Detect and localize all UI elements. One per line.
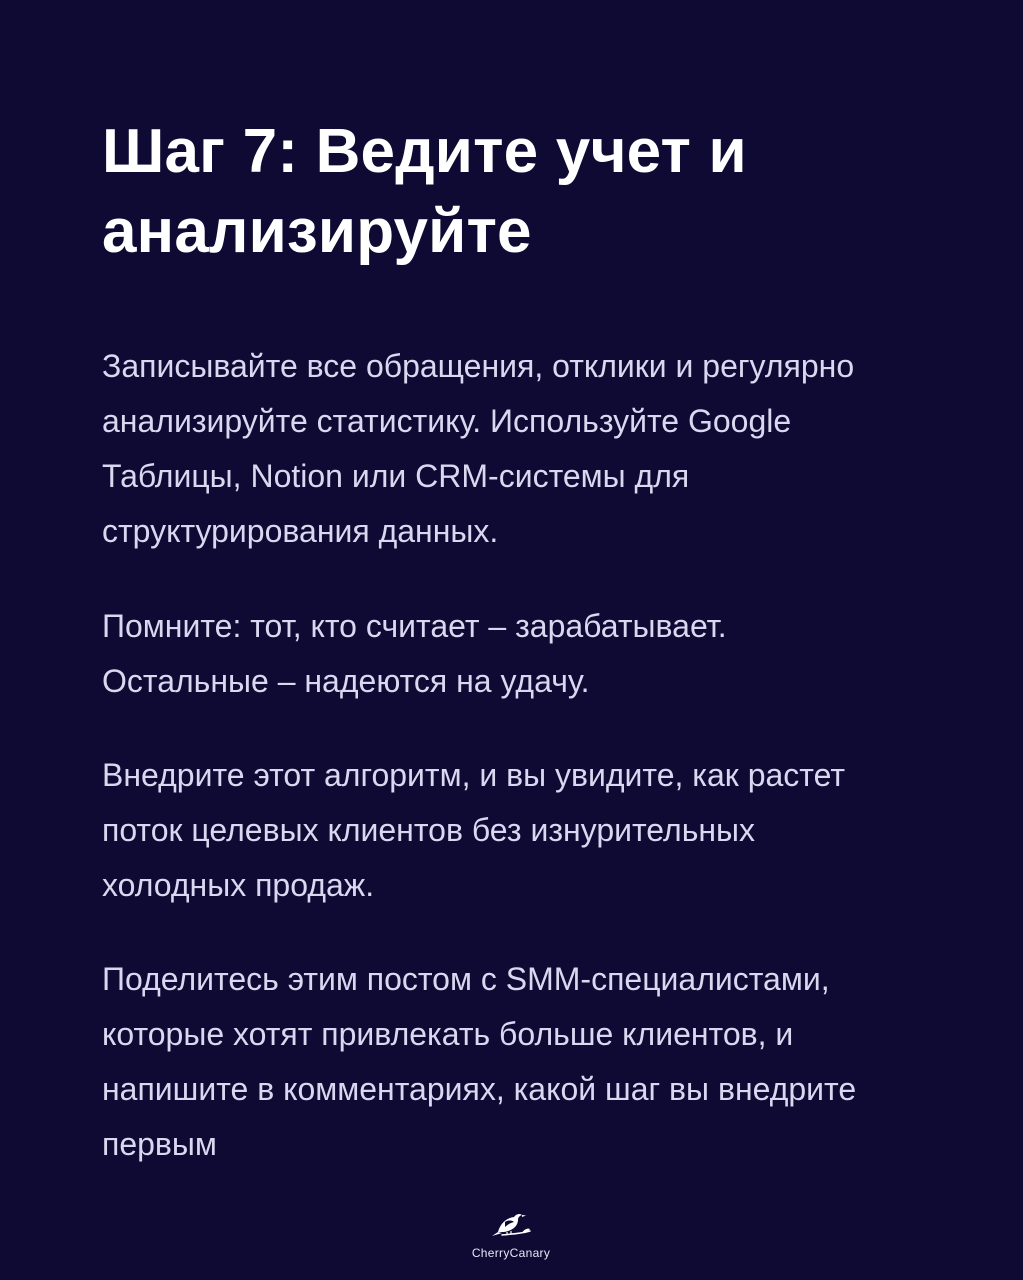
brand-logo [461, 1208, 561, 1260]
paragraph-record-and-analyze: Записывайте все обращения, отклики и регулярно анализируйте статистику. Используйте Google Таблицы, Notion или CRM-системы для структурирования данных. [102, 348, 855, 549]
brand-name: CherryCanary [471, 1246, 551, 1260]
paragraph-remember: Помните: тот, кто считает – зарабатывает. Остальные – надеются на удачу. [102, 608, 727, 699]
bird-on-branch-icon [488, 1208, 534, 1242]
paragraph-share-call-to-action: Поделитесь этим постом с SMM-специалистами, которые хотят привлекать больше клиентов, и напишите в комментариях, какой шаг вы внедрите первым [102, 961, 857, 1162]
paragraph-implement-algorithm: Внедрите этот алгоритм, и вы увидите, как растет поток целевых клиентов без изнурительных холодных продаж. [102, 757, 845, 903]
slide-title: Шаг 7: Ведите учет и анализируйте [102, 117, 747, 266]
